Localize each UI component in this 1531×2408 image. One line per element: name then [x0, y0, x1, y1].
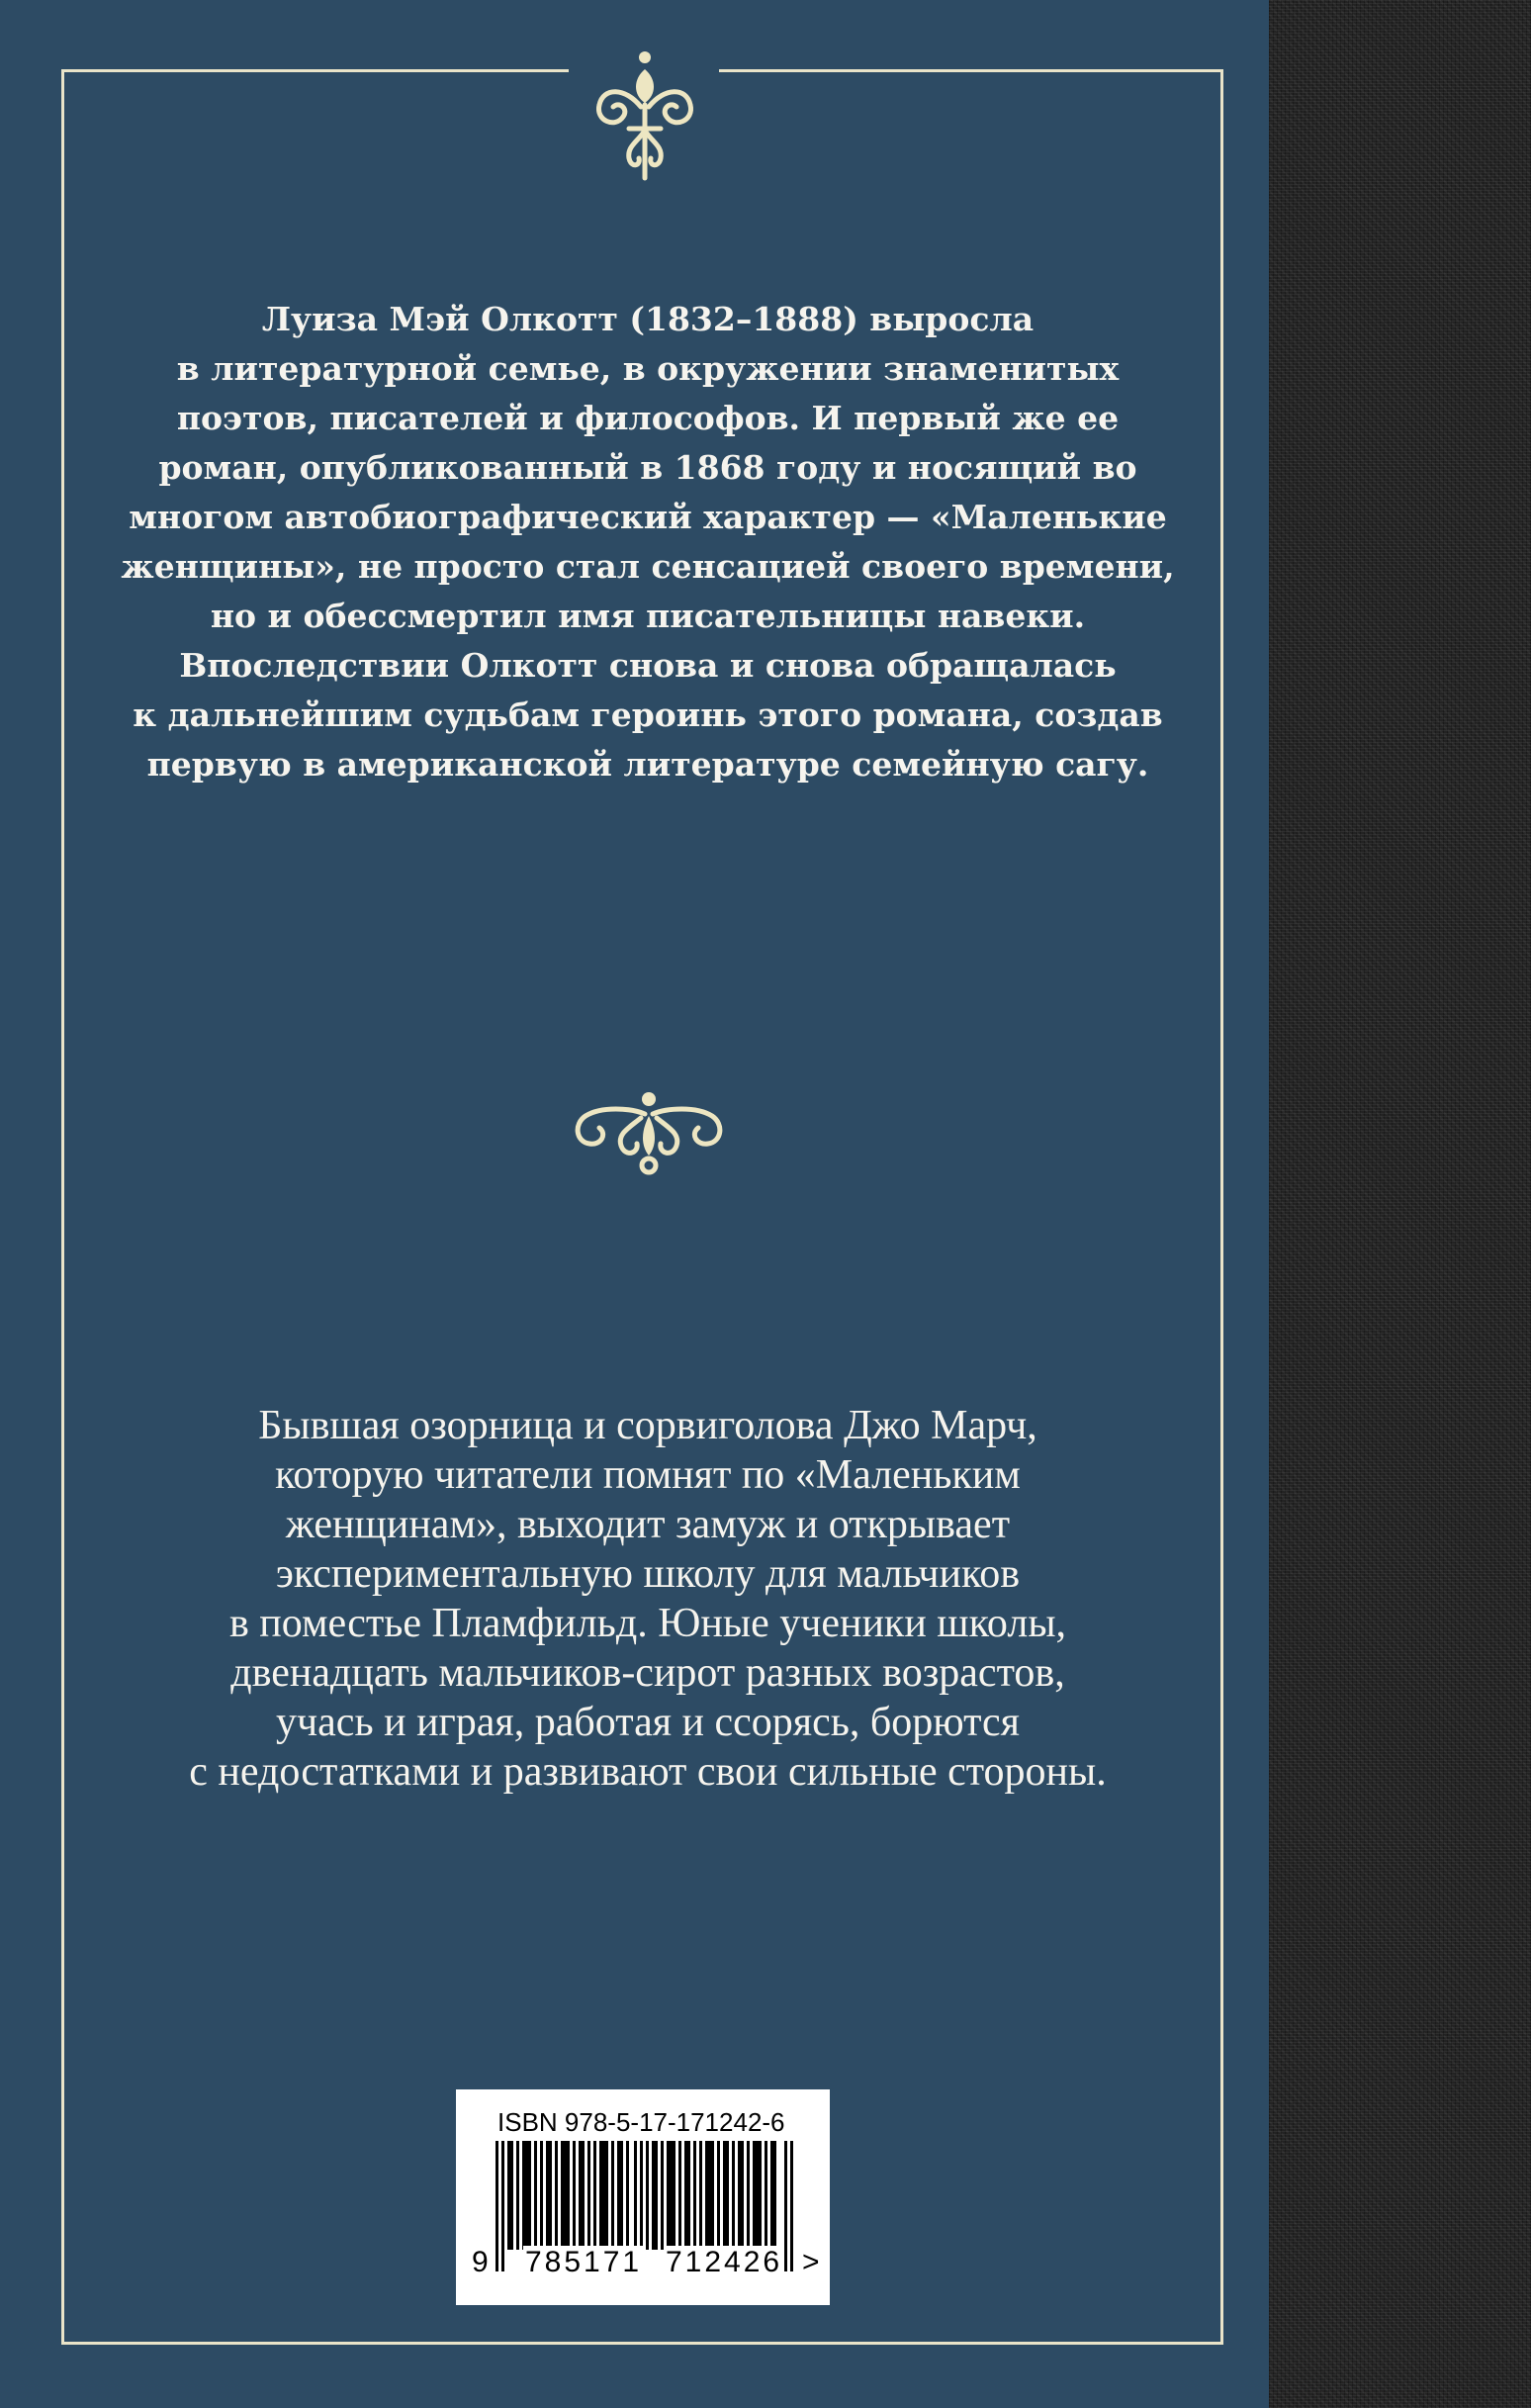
scroll-flourish-ornament-icon [572, 1086, 726, 1175]
fleur-de-lis-ornament-icon [576, 47, 714, 186]
description-line: с недостатками и развивают свои сильные стороны. [189, 1749, 1107, 1795]
book-spine-texture [1269, 0, 1531, 2408]
frame-left-line [61, 69, 64, 2345]
annotation-line: но и обессмертил имя писательницы навеки. [210, 597, 1086, 635]
annotation-line: Луиза Мэй Олкотт (1832–1888) выросла [261, 300, 1035, 338]
frame-top-left-line [61, 69, 569, 72]
description-line: в поместье Пламфильд. Юные ученики школы, [228, 1601, 1067, 1646]
description-line: женщинам», выходит замуж и открывает [285, 1502, 1011, 1547]
frame-top-right-line [719, 69, 1223, 72]
annotation-line: женщины», не просто стал сенсацией своего времени, [121, 547, 1175, 586]
annotation-line: в литературной семье, в окружении знаменитых [176, 349, 1120, 388]
annotation-line: Впоследствии Олкотт снова и снова обращалась [179, 646, 1117, 685]
frame-bottom-line [61, 2342, 1223, 2345]
description-line: экспериментальную школу для мальчиков [275, 1551, 1021, 1597]
barcode-end-marker: > [802, 2246, 820, 2278]
annotation-line: к дальнейшим судьбам героинь этого романа, создав [133, 695, 1163, 734]
description-line: двенадцать мальчиков-сирот разных возрастов, [230, 1650, 1065, 1696]
isbn-barcode-label [456, 2089, 830, 2305]
description-line: Бывшая озорница и сорвиголова Джо Марч, [258, 1403, 1037, 1448]
annotation-line: роман, опубликованный в 1868 году и носящий во [158, 448, 1137, 487]
description-line: которую читатели помнят по «Маленьким [275, 1452, 1021, 1498]
barcode-digits-right-group: 712426 [666, 2246, 783, 2278]
book-description [94, 1401, 1202, 1797]
annotation-line: многом автобиографический характер — «Маленькие [129, 498, 1167, 536]
description-line: учась и играя, работая и ссорясь, борются [276, 1700, 1020, 1745]
barcode-digits-left-group: 785171 [525, 2246, 643, 2278]
frame-right-line [1220, 69, 1223, 2345]
author-annotation [94, 295, 1202, 789]
isbn-number: ISBN 978-5-17-171242-6 [497, 2107, 785, 2137]
annotation-line: поэтов, писателей и философов. И первый же ее [176, 399, 1120, 437]
barcode-digit-first: 9 [472, 2246, 489, 2278]
annotation-line: первую в американской литературе семейную сагу. [146, 745, 1149, 784]
